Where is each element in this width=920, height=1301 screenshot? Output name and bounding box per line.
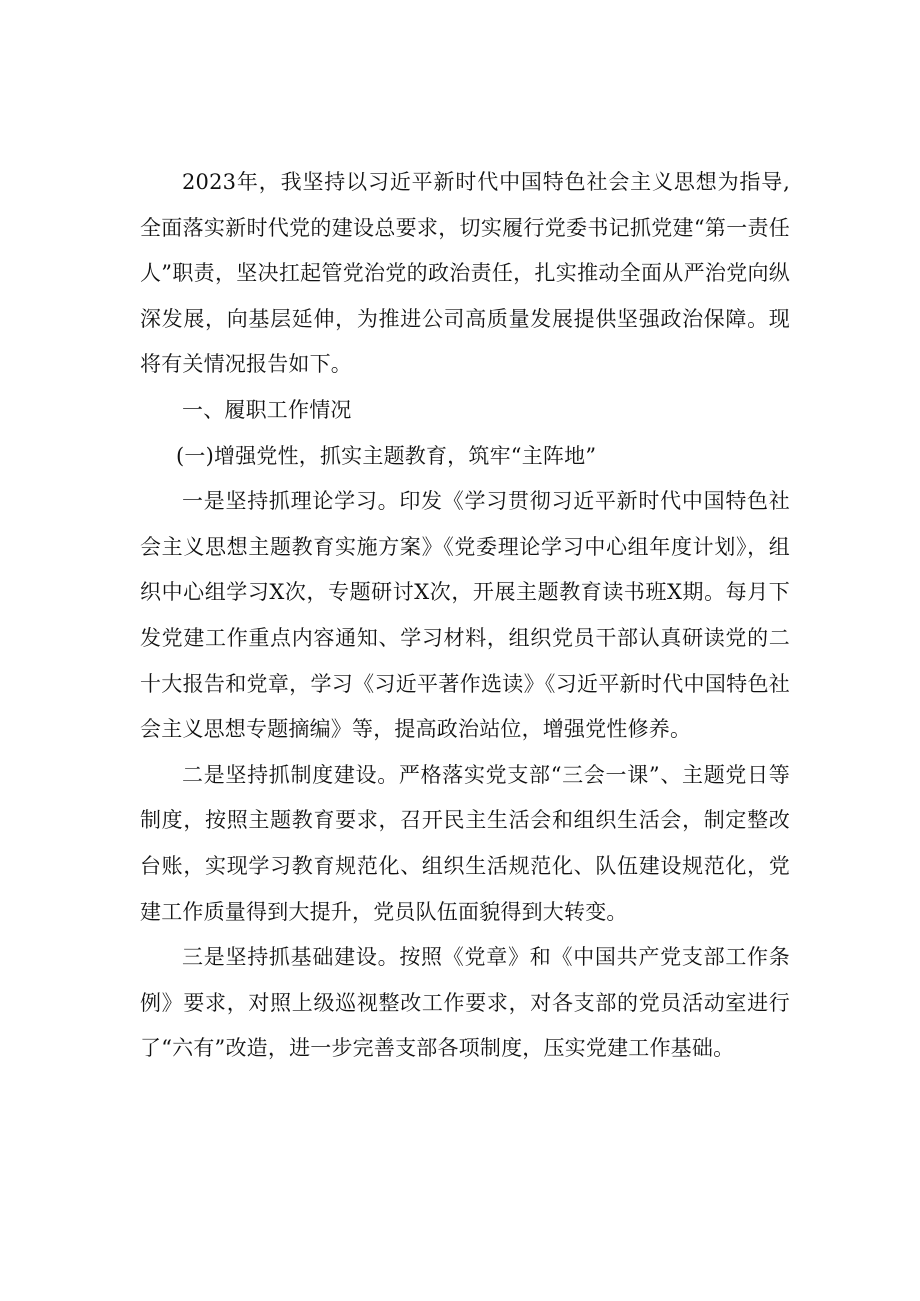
paragraph-system-building: 二是坚持抓制度建设。严格落实党支部“三会一课”、主题党日等制度，按照主题教育要求，召开民主生活会和组织生活会，制定整改台账，实现学习教育规范化、组织生活规范化、队伍建设规范化，党建工作质量得到大提升，党员队伍面貌得到大转变。 [140,762,790,924]
section-heading: 一、履职工作情况 [182,397,352,422]
document-body [140,160,790,1072]
intro-paragraph: 2023年，我坚持以习近平新时代中国特色社会主义思想为指导,全面落实新时代党的建设总要求，切实履行党委书记抓党建“第一责任人”职责，坚决扛起管党治党的政治责任，扎实推动全面从严治党向纵深发展，向基层延伸，为推进公司高质量发展提供坚强政治保障。现将有关情况报告如下。 [140,170,790,377]
paragraph-theory-study: 一是坚持抓理论学习。印发《学习贯彻习近平新时代中国特色社会主义思想主题教育实施方案》《党委理论学习中心组年度计划》，组织中心组学习X次，专题研讨X次，开展主题教育读书班X期。每月下发党建工作重点内容通知、学习材料，组织党员干部认真研读党的二十大报告和党章，学习《习近平著作选读》《习近平新时代中国特色社会主义思想专题摘编》等，提高政治站位，增强党性修养。 [140,489,790,742]
subsection-heading: (一)增强党性，抓实主题教育，筑牢“主阵地” [176,443,597,468]
paragraph-foundation-building: 三是坚持抓基础建设。按照《党章》和《中国共产党支部工作条例》要求，对照上级巡视整改工作要求，对各支部的党员活动室进行了“六有”改造，进一步完善支部各项制度，压实党建工作基础。 [140,945,790,1061]
